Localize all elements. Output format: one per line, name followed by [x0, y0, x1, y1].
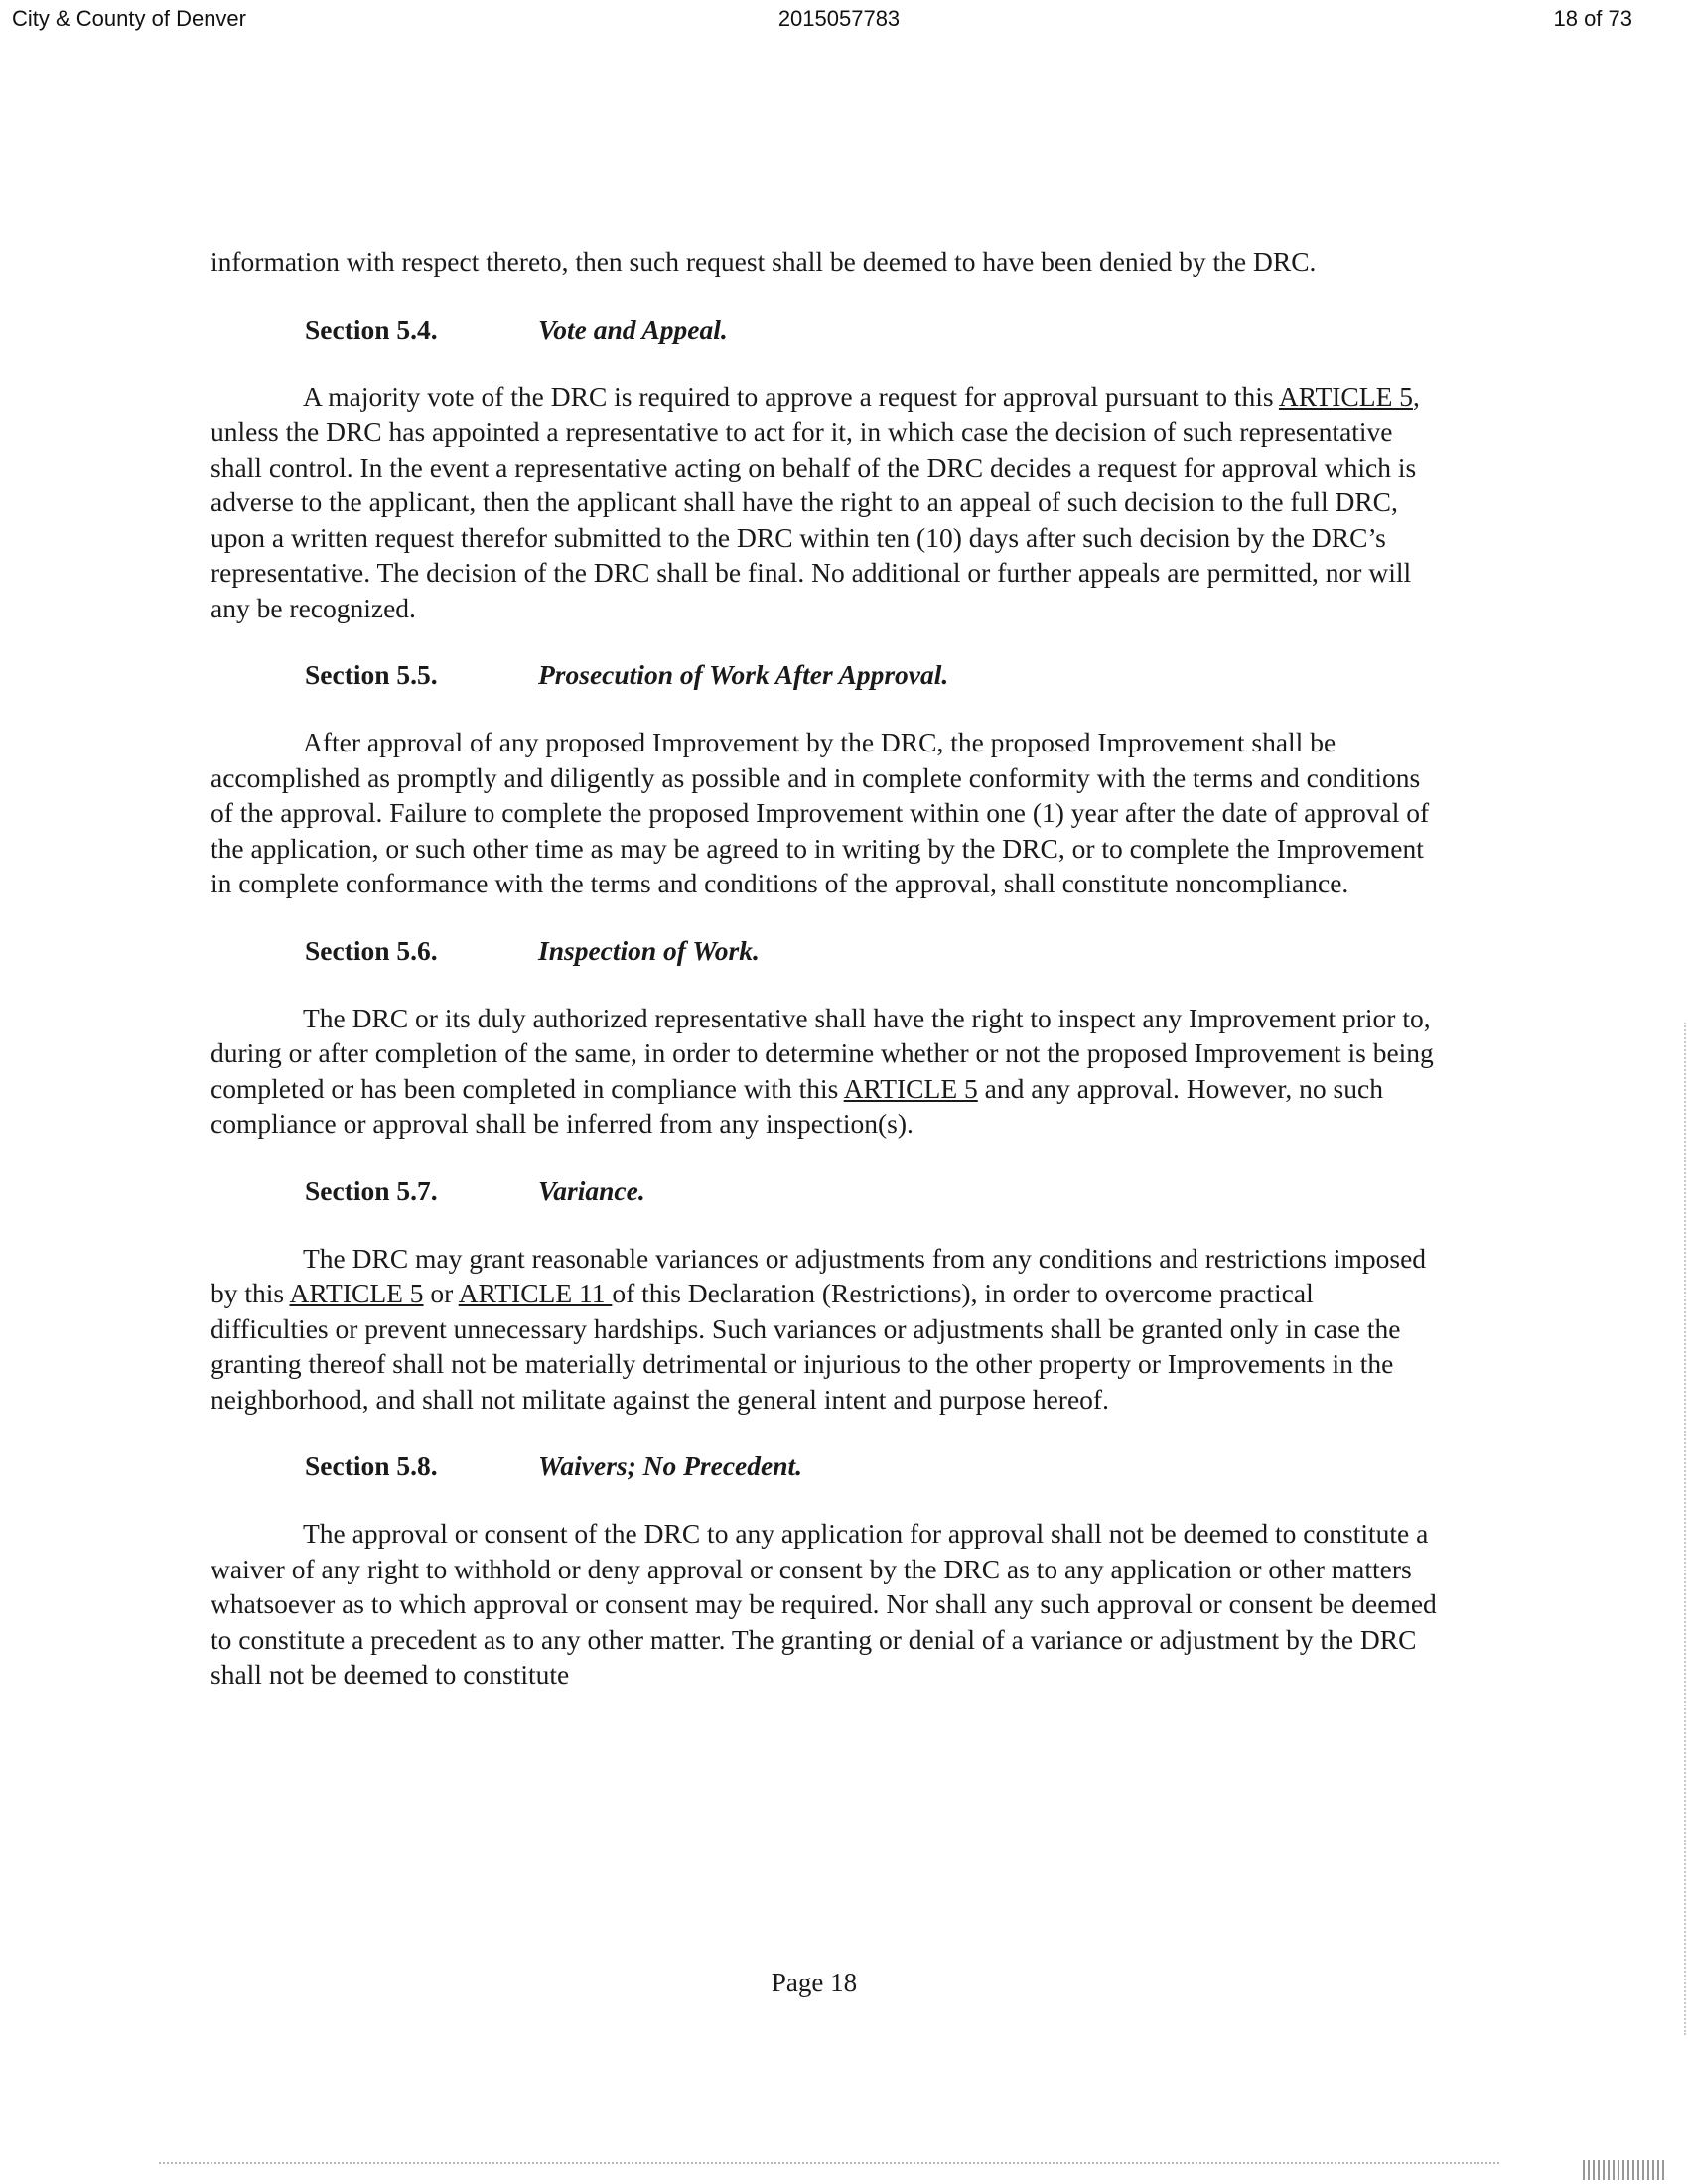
article-5-reference: ARTICLE 5 — [843, 1072, 978, 1104]
section-5-6-heading — [211, 933, 1437, 969]
section-5-5-heading — [211, 657, 1437, 693]
section-title: Vote and Appeal. — [538, 313, 728, 344]
section-5-5-body: After approval of any proposed Improvement by the DRC, the proposed Improvement shall be accomplished as promptly and diligently as possible and in complete conformity with the terms and conditions of the approval. Failure to complete the proposed Improvement within one (1) year after the date of approval of the application, or such other time as may be agreed to in writing by the DRC, or to complete the Improvement in complete conformance with the terms and conditions of the approval, shall constitute noncompliance. — [211, 727, 1430, 898]
section-5-8-body: The approval or consent of the DRC to any application for approval shall not be deemed to constitute a waiver of any right to withhold or deny approval or consent by the DRC as to any application or other matters whatsoever as to which approval or consent may be required. Nor shall any such approval or consent be deemed to constitute a precedent as to any other matter. The granting or denial of a variance or adjustment by the DRC shall not be deemed to constitute — [211, 1518, 1437, 1690]
header-county: City & County of Denver — [12, 6, 246, 31]
section-title: Prosecution of Work After Approval. — [538, 659, 949, 690]
section-5-6-body — [211, 1001, 1437, 1142]
body-text: and any approval. However, no such compliance or approval shall be inferred from any inspection(s). — [211, 1072, 1383, 1139]
section-title: Variance. — [538, 1174, 645, 1206]
section-5-7-heading — [211, 1173, 1437, 1209]
section-number: Section 5.4. — [305, 313, 438, 344]
section-5-4-heading — [211, 312, 1437, 347]
page-header — [0, 6, 1688, 36]
section-5-8-heading — [211, 1448, 1437, 1484]
intro-paragraph: information with respect thereto, then such request shall be deemed to have been denied by the DRC. — [211, 246, 1317, 277]
section-number: Section 5.8. — [305, 1450, 438, 1481]
section-5-7-body — [211, 1241, 1437, 1418]
header-document-number: 2015057783 — [777, 6, 901, 31]
scan-bottom-edge — [159, 2162, 1499, 2164]
section-number: Section 5.7. — [305, 1174, 438, 1206]
body-text: The DRC may grant reasonable variances or adjustments from any conditions and restrictions imposed by this — [211, 1242, 1427, 1308]
body-text: of this Declaration (Restrictions), in order to overcome practical difficulties or prevent unnecessary hardships. Such variances or adjustments shall be granted only in case the granting thereof shall not be materially detrimental or injurious to the other property or Improvements in the neighborhood, and shall not militate against the general intent and purpose hereof. — [211, 1278, 1401, 1415]
body-text: The DRC or its duly authorized representative shall have the right to inspect any Improvement prior to, during or after completion of the same, in order to determine whether or not the proposed Improvement is being completed or has been completed in compliance with this — [211, 1002, 1434, 1104]
section-number: Section 5.6. — [305, 934, 438, 966]
page-number: Page 18 — [771, 1968, 858, 1997]
article-5-reference: ARTICLE 5 — [289, 1278, 424, 1308]
body-text: , unless the DRC has appointed a representative to act for it, in which case the decision of such representative shall control. In the event a representative acting on behalf of the DRC decides a request for approval which is adverse to the applicant, then the applicant shall have the right to an appeal of such decision to the full DRC, upon a written request therefor submitted to the DRC within ten (10) days after such decision by the DRC’s representative. The decision of the DRC shall be final. No additional or further appeals are permitted, nor will any be recognized. — [211, 380, 1420, 623]
document-body — [211, 244, 1437, 1693]
article-11-reference: ARTICLE 11 — [458, 1278, 613, 1308]
section-title: Waivers; No Precedent. — [538, 1450, 803, 1481]
article-5-reference: ARTICLE 5 — [1278, 380, 1413, 412]
section-5-4-body — [211, 379, 1437, 626]
scan-edge-line — [1684, 1023, 1686, 2035]
header-page-count: 18 of 73 — [1553, 6, 1632, 31]
section-title: Inspection of Work. — [538, 934, 760, 966]
body-text: A majority vote of the DRC is required to approve a request for approval pursuant to this — [303, 380, 1279, 412]
section-number: Section 5.5. — [305, 659, 438, 690]
body-text: or — [423, 1278, 459, 1308]
scan-barcode-mark — [1583, 2160, 1666, 2180]
